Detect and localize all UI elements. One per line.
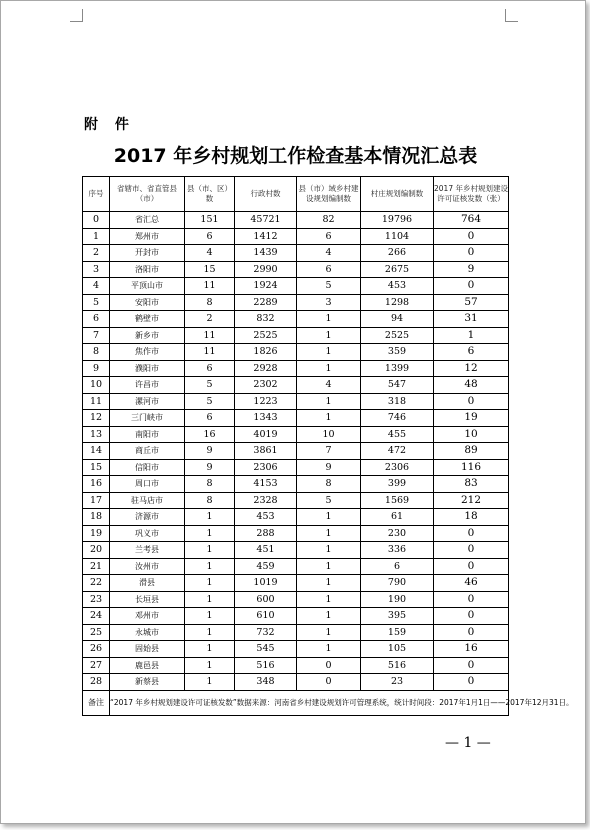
cell-permits: 1: [434, 327, 509, 344]
cell-village-plans: 547: [361, 377, 434, 394]
cell-area: 郑州市: [110, 228, 185, 245]
cell-permits: 46: [434, 575, 509, 592]
cell-county-plans: 5: [297, 278, 361, 295]
cell-counties: 1: [185, 509, 235, 526]
cell-permits: 0: [434, 393, 509, 410]
column-header-counties: 县（市、区）数: [185, 177, 235, 212]
note-row: [83, 690, 509, 715]
note-label: 备注: [83, 690, 110, 715]
cell-village-plans: 336: [361, 542, 434, 559]
cell-villages: 1343: [235, 410, 297, 427]
cell-county-plans: 6: [297, 228, 361, 245]
cell-counties: 1: [185, 608, 235, 625]
cell-area: 鹤壁市: [110, 311, 185, 328]
cell-area: 济源市: [110, 509, 185, 526]
table-row: [83, 674, 509, 691]
column-header-area: 省辖市、省直管县（市）: [110, 177, 185, 212]
cell-counties: 8: [185, 294, 235, 311]
table-row: [83, 657, 509, 674]
cell-county-plans: 0: [297, 657, 361, 674]
cell-villages: 451: [235, 542, 297, 559]
cell-village-plans: 266: [361, 245, 434, 262]
cell-county-plans: 4: [297, 245, 361, 262]
table-header-row: [83, 177, 509, 212]
cell-village-plans: 455: [361, 426, 434, 443]
cell-seq: 4: [83, 278, 110, 295]
cell-county-plans: 1: [297, 525, 361, 542]
cell-county-plans: 0: [297, 674, 361, 691]
cell-permits: 0: [434, 228, 509, 245]
cell-permits: 0: [434, 591, 509, 608]
cell-counties: 1: [185, 657, 235, 674]
cell-area: 平顶山市: [110, 278, 185, 295]
cell-permits: 0: [434, 657, 509, 674]
cell-area: 鹿邑县: [110, 657, 185, 674]
cell-villages: 1924: [235, 278, 297, 295]
cell-villages: 288: [235, 525, 297, 542]
cell-villages: 2328: [235, 492, 297, 509]
cell-village-plans: 2306: [361, 459, 434, 476]
table-row: [83, 344, 509, 361]
cell-permits: 0: [434, 278, 509, 295]
table-row: [83, 525, 509, 542]
cell-county-plans: 1: [297, 344, 361, 361]
table-row: [83, 377, 509, 394]
cell-area: 固始县: [110, 641, 185, 658]
table-row: [83, 509, 509, 526]
cell-village-plans: 1569: [361, 492, 434, 509]
cell-county-plans: 1: [297, 393, 361, 410]
cell-area: 巩义市: [110, 525, 185, 542]
cell-county-plans: 4: [297, 377, 361, 394]
cell-village-plans: 746: [361, 410, 434, 427]
cell-county-plans: 1: [297, 575, 361, 592]
cell-county-plans: 1: [297, 641, 361, 658]
cell-area: 新蔡县: [110, 674, 185, 691]
cell-county-plans: 1: [297, 509, 361, 526]
cell-counties: 1: [185, 575, 235, 592]
cell-villages: 610: [235, 608, 297, 625]
cell-seq: 16: [83, 476, 110, 493]
cell-village-plans: 1399: [361, 360, 434, 377]
cell-permits: 48: [434, 377, 509, 394]
table-body: [83, 212, 509, 691]
cell-village-plans: 790: [361, 575, 434, 592]
cell-area: 安阳市: [110, 294, 185, 311]
table-row: [83, 624, 509, 641]
table-row: [83, 311, 509, 328]
table-row: [83, 542, 509, 559]
table-row: [83, 558, 509, 575]
cell-seq: 9: [83, 360, 110, 377]
cell-permits: 9: [434, 261, 509, 278]
table-row: [83, 575, 509, 592]
column-header-village-plans: 村庄规划编制数: [361, 177, 434, 212]
cell-villages: 545: [235, 641, 297, 658]
cell-counties: 6: [185, 410, 235, 427]
table-row: [83, 278, 509, 295]
cell-area: 周口市: [110, 476, 185, 493]
cell-seq: 11: [83, 393, 110, 410]
column-header-county-plans: 县（市）域乡村建设规划编制数: [297, 177, 361, 212]
cell-village-plans: 190: [361, 591, 434, 608]
cell-area: 驻马店市: [110, 492, 185, 509]
cell-counties: 8: [185, 476, 235, 493]
cell-area: 信阳市: [110, 459, 185, 476]
cell-counties: 6: [185, 228, 235, 245]
cell-permits: 16: [434, 641, 509, 658]
cell-county-plans: 82: [297, 212, 361, 229]
cell-area: 长垣县: [110, 591, 185, 608]
cell-seq: 6: [83, 311, 110, 328]
cell-seq: 15: [83, 459, 110, 476]
cell-village-plans: 23: [361, 674, 434, 691]
attachment-label: 附 件: [84, 117, 135, 133]
cell-counties: 1: [185, 558, 235, 575]
table-row: [83, 476, 509, 493]
cell-villages: 1439: [235, 245, 297, 262]
cell-seq: 25: [83, 624, 110, 641]
cell-seq: 24: [83, 608, 110, 625]
cell-seq: 20: [83, 542, 110, 559]
table-row: [83, 459, 509, 476]
cell-village-plans: 399: [361, 476, 434, 493]
cell-counties: 4: [185, 245, 235, 262]
cell-counties: 11: [185, 344, 235, 361]
table-row: [83, 492, 509, 509]
cell-villages: 2525: [235, 327, 297, 344]
cell-permits: 12: [434, 360, 509, 377]
table-row: [83, 261, 509, 278]
cell-counties: 1: [185, 542, 235, 559]
cell-permits: 764: [434, 212, 509, 229]
table-row: [83, 212, 509, 229]
cell-permits: 0: [434, 608, 509, 625]
cell-county-plans: 5: [297, 492, 361, 509]
cell-villages: 2990: [235, 261, 297, 278]
cell-county-plans: 1: [297, 327, 361, 344]
cell-villages: 2302: [235, 377, 297, 394]
cell-village-plans: 2525: [361, 327, 434, 344]
cell-permits: 212: [434, 492, 509, 509]
table-row: [83, 294, 509, 311]
cell-area: 漯河市: [110, 393, 185, 410]
cell-villages: 1412: [235, 228, 297, 245]
column-header-permits: 2017 年乡村规划建设许可证核发数（张）: [434, 177, 509, 212]
cell-villages: 3861: [235, 443, 297, 460]
cell-permits: 0: [434, 245, 509, 262]
cell-county-plans: 8: [297, 476, 361, 493]
cell-county-plans: 1: [297, 542, 361, 559]
table-row: [83, 360, 509, 377]
cell-village-plans: 230: [361, 525, 434, 542]
cell-villages: 1019: [235, 575, 297, 592]
cell-permits: 89: [434, 443, 509, 460]
cell-seq: 8: [83, 344, 110, 361]
cell-counties: 11: [185, 278, 235, 295]
cell-permits: 0: [434, 624, 509, 641]
cell-village-plans: 6: [361, 558, 434, 575]
cell-permits: 0: [434, 674, 509, 691]
cell-area: 南阳市: [110, 426, 185, 443]
cell-village-plans: 94: [361, 311, 434, 328]
cell-counties: 5: [185, 393, 235, 410]
cell-seq: 2: [83, 245, 110, 262]
cell-area: 滑县: [110, 575, 185, 592]
cell-area: 兰考县: [110, 542, 185, 559]
table-row: [83, 426, 509, 443]
cell-counties: 15: [185, 261, 235, 278]
cell-area: 焦作市: [110, 344, 185, 361]
cell-village-plans: 318: [361, 393, 434, 410]
table-row: [83, 393, 509, 410]
cell-seq: 28: [83, 674, 110, 691]
table-row: [83, 608, 509, 625]
cell-seq: 7: [83, 327, 110, 344]
cell-counties: 16: [185, 426, 235, 443]
cell-village-plans: 453: [361, 278, 434, 295]
cell-villages: 516: [235, 657, 297, 674]
cell-villages: 832: [235, 311, 297, 328]
cell-seq: 13: [83, 426, 110, 443]
cell-seq: 1: [83, 228, 110, 245]
cell-village-plans: 159: [361, 624, 434, 641]
cell-villages: 4019: [235, 426, 297, 443]
cell-counties: 9: [185, 459, 235, 476]
cell-village-plans: 359: [361, 344, 434, 361]
cell-seq: 26: [83, 641, 110, 658]
cell-village-plans: 395: [361, 608, 434, 625]
cell-area: 商丘市: [110, 443, 185, 460]
cell-village-plans: 61: [361, 509, 434, 526]
cell-area: 汝州市: [110, 558, 185, 575]
table-row: [83, 591, 509, 608]
cell-permits: 57: [434, 294, 509, 311]
summary-table: [82, 176, 574, 716]
column-header-seq: 序号: [83, 177, 110, 212]
cell-counties: 151: [185, 212, 235, 229]
cell-counties: 1: [185, 591, 235, 608]
table-row: [83, 641, 509, 658]
cell-permits: 10: [434, 426, 509, 443]
cell-area: 永城市: [110, 624, 185, 641]
cell-seq: 17: [83, 492, 110, 509]
cell-villages: 45721: [235, 212, 297, 229]
cell-villages: 600: [235, 591, 297, 608]
cell-villages: 4153: [235, 476, 297, 493]
cell-area: 许昌市: [110, 377, 185, 394]
cell-villages: 1223: [235, 393, 297, 410]
cell-area: 邓州市: [110, 608, 185, 625]
cell-county-plans: 1: [297, 608, 361, 625]
cell-seq: 19: [83, 525, 110, 542]
cell-counties: 1: [185, 674, 235, 691]
cell-area: 濮阳市: [110, 360, 185, 377]
cell-seq: 23: [83, 591, 110, 608]
cell-village-plans: 105: [361, 641, 434, 658]
cell-counties: 6: [185, 360, 235, 377]
cell-area: 新乡市: [110, 327, 185, 344]
cell-counties: 2: [185, 311, 235, 328]
cell-permits: 31: [434, 311, 509, 328]
cell-villages: 2928: [235, 360, 297, 377]
cell-villages: 732: [235, 624, 297, 641]
cell-seq: 10: [83, 377, 110, 394]
table-row: [83, 327, 509, 344]
cell-village-plans: 472: [361, 443, 434, 460]
cell-area: 开封市: [110, 245, 185, 262]
cell-counties: 1: [185, 641, 235, 658]
cell-counties: 8: [185, 492, 235, 509]
cell-permits: 6: [434, 344, 509, 361]
cell-villages: 2289: [235, 294, 297, 311]
cell-county-plans: 3: [297, 294, 361, 311]
cell-county-plans: 1: [297, 360, 361, 377]
cell-area: 省汇总: [110, 212, 185, 229]
cell-counties: 11: [185, 327, 235, 344]
table-row: [83, 410, 509, 427]
page-number: — 1 —: [445, 735, 491, 751]
cell-permits: 0: [434, 525, 509, 542]
crop-mark-top-right: [505, 9, 518, 22]
cell-village-plans: 1298: [361, 294, 434, 311]
cell-county-plans: 1: [297, 624, 361, 641]
table-row: [83, 443, 509, 460]
page-title: 2017 年乡村规划工作检查基本情况汇总表: [113, 145, 478, 167]
cell-villages: 459: [235, 558, 297, 575]
cell-county-plans: 1: [297, 311, 361, 328]
cell-permits: 83: [434, 476, 509, 493]
cell-permits: 19: [434, 410, 509, 427]
cell-village-plans: 1104: [361, 228, 434, 245]
cell-county-plans: 10: [297, 426, 361, 443]
cell-seq: 18: [83, 509, 110, 526]
cell-seq: 0: [83, 212, 110, 229]
cell-seq: 21: [83, 558, 110, 575]
cell-county-plans: 9: [297, 459, 361, 476]
cell-county-plans: 1: [297, 410, 361, 427]
cell-counties: 9: [185, 443, 235, 460]
cell-seq: 3: [83, 261, 110, 278]
cell-seq: 22: [83, 575, 110, 592]
cell-seq: 5: [83, 294, 110, 311]
cell-counties: 1: [185, 525, 235, 542]
cell-village-plans: 516: [361, 657, 434, 674]
cell-county-plans: 1: [297, 558, 361, 575]
note-text: “2017 年乡村规划建设许可证核发数”数据来源：河南省乡村建设规划许可管理系统，统计时间段：2017年1月1日——2017年12月31日。: [110, 690, 509, 715]
cell-villages: 348: [235, 674, 297, 691]
cell-counties: 1: [185, 624, 235, 641]
cell-permits: 0: [434, 558, 509, 575]
cell-area: 三门峡市: [110, 410, 185, 427]
cell-seq: 14: [83, 443, 110, 460]
cell-counties: 5: [185, 377, 235, 394]
table-row: [83, 228, 509, 245]
cell-village-plans: 19796: [361, 212, 434, 229]
column-header-villages: 行政村数: [235, 177, 297, 212]
cell-villages: 453: [235, 509, 297, 526]
cell-county-plans: 7: [297, 443, 361, 460]
cell-permits: 0: [434, 542, 509, 559]
cell-villages: 2306: [235, 459, 297, 476]
cell-county-plans: 6: [297, 261, 361, 278]
crop-mark-top-left: [70, 9, 83, 22]
cell-area: 洛阳市: [110, 261, 185, 278]
cell-permits: 18: [434, 509, 509, 526]
cell-village-plans: 2675: [361, 261, 434, 278]
cell-permits: 116: [434, 459, 509, 476]
cell-villages: 1826: [235, 344, 297, 361]
cell-county-plans: 1: [297, 591, 361, 608]
cell-seq: 12: [83, 410, 110, 427]
cell-seq: 27: [83, 657, 110, 674]
table-row: [83, 245, 509, 262]
